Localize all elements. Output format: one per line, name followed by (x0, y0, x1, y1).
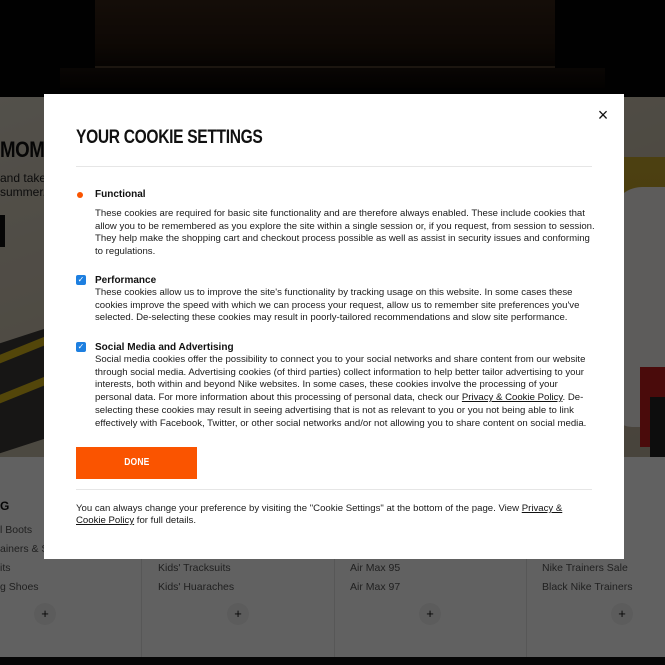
performance-title: Performance (95, 275, 157, 286)
social-advertising-title: Social Media and Advertising (95, 342, 234, 353)
divider (76, 166, 592, 167)
always-on-indicator-icon (77, 192, 83, 198)
footer-privacy-policy-link[interactable]: Privacy & Cookie Policy (76, 503, 563, 526)
footer-note-text: You can always change your preference by visiting the "Cookie Settings" at the bottom of the page. View (76, 503, 522, 514)
social-advertising-checkbox[interactable]: ✓ (77, 342, 85, 351)
close-icon[interactable]: × (597, 105, 609, 125)
cookie-settings-dialog (44, 94, 624, 559)
social-description-text: . De-selecting these cookies may result in seeing advertising that is not as relevant to you or you not being able to link effectively with Facebook, Twitter, or other social networks and/or not allowing you to share content on social media. (95, 392, 587, 429)
social-advertising-description (95, 354, 595, 430)
footer-note (76, 503, 576, 527)
performance-checkbox[interactable]: ✓ (77, 275, 85, 284)
performance-description: These cookies allow us to improve the site's functionality by tracking usage on this website. In some cases these cookies improve the speed with which we can process your request, allow us to remember site preferences you've selected. De-selecting these cookies may result in poorly-tailored recommendations and slow site performance. (95, 287, 580, 324)
divider (76, 489, 592, 490)
functional-title: Functional (95, 189, 146, 200)
done-button-label: DONE (123, 457, 150, 468)
dialog-title: YOUR COOKIE SETTINGS (76, 127, 263, 148)
footer-note-text: for full details. (134, 515, 196, 526)
done-button[interactable] (76, 447, 197, 479)
privacy-policy-link[interactable]: Privacy & Cookie Policy (461, 392, 563, 404)
functional-description: These cookies are required for basic site functionality and are therefore always enabled. These include cookies that allow you to be remembered as you explore the site within a single session or, if you request, from session to session. They help make the shopping cart and checkout process possible as well as assist in security issues and conforming to regulations. (95, 208, 595, 258)
social-description-text: Social media cookies offer the possibility to connect you to your social networks and share content from our website through social media. Advertising cookies (of third parties) collect information to help better tailor advertising to your interests, both within and beyond Nike websites. In some cases, these cookies involve the processing of your personal data. For more information about this processing of personal data, check our (95, 354, 586, 404)
